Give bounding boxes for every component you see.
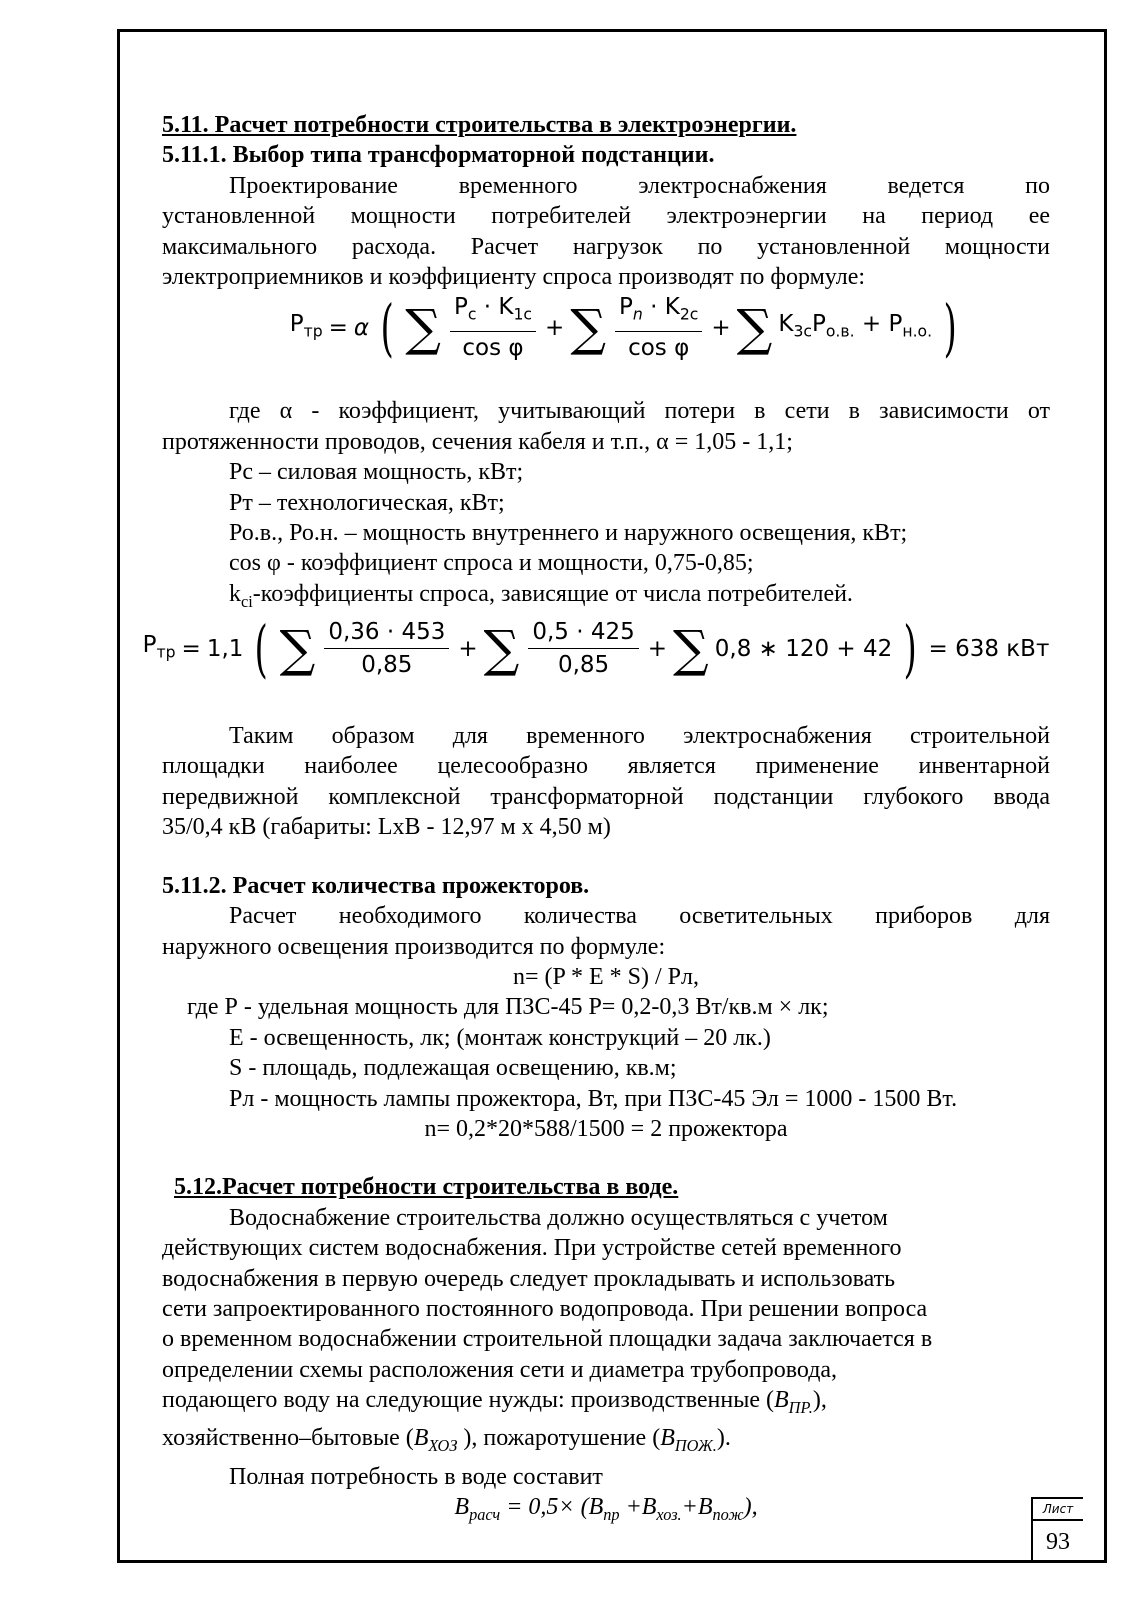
paragraph-line: Расчет необходимого количества осветительных приборов для	[229, 903, 1050, 930]
sheet-number-box	[1031, 1497, 1083, 1563]
paragraph-line: действующих систем водоснабжения. При устройстве сетей временного	[162, 1235, 902, 1262]
paragraph-line: сети запроектированного постоянного водопровода. При решении вопроса	[162, 1295, 928, 1322]
fraction-term-2: $\frac{0,5 \cdot 425}{0,85}$	[528, 617, 638, 680]
paragraph-line: водоснабжения в первую очередь следует прокладывать и использовать	[162, 1265, 896, 1292]
paragraph-line: площадки наиболее целесообразно является применение инвентарной	[162, 753, 1050, 780]
paragraph-line: подающего воду на следующие нужды: производственные $(В_{ПР.})$,	[162, 1387, 827, 1417]
formula-lparen: (	[254, 611, 269, 685]
formula-result: = 638 кВт	[928, 635, 1050, 662]
formula-term-3: 0,8 ∗ 120 + 42	[714, 635, 893, 662]
paragraph-line: 35/0,4 кВ (габариты: LxB - 12,97 м х 4,50 м)	[162, 814, 611, 841]
definition-line: Ро.в., Ро.н. – мощность внутреннего и наружного освещения, кВт;	[229, 520, 908, 547]
plus-sign: +	[711, 314, 731, 341]
definition-line: S - площадь, подлежащая освещению, кв.м;	[229, 1055, 677, 1082]
paragraph-line: установленной мощности потребителей электроэнергии на период ее	[162, 203, 1050, 230]
paragraph-line: Таким образом для временного электроснабжения строительной	[229, 723, 1050, 750]
formula-lparen: (	[380, 290, 394, 364]
plus-sign: +	[458, 635, 478, 662]
sum-sign: ∑	[673, 619, 709, 678]
definition-line: где Р - удельная мощность для ПЗС-45 Р= 0,2-0,3 Вт/кв.м × лк;	[187, 994, 829, 1021]
paragraph-line: о временном водоснабжении строительной площадки задача заключается в	[162, 1326, 933, 1353]
formula-lhs: $P_{тр}$	[289, 310, 323, 341]
sheet-label: Лист	[1033, 1499, 1083, 1521]
paragraph-line: где α - коэффициент, учитывающий потери в сети в зависимости от	[229, 398, 1050, 425]
paragraph-line: протяженности проводов, сечения кабеля и т.п., α = 1,05 - 1,1;	[162, 428, 793, 455]
paragraph-line: максимального расхода. Расчет нагрузок по установленной мощности	[162, 233, 1050, 260]
sum-sign: ∑	[570, 298, 607, 357]
paragraph-line: хозяйственно–бытовые ($В_{ХОЗ}$ ), пожаротушение $(В_{ПОЖ.})$.	[162, 1425, 731, 1456]
subsection-title-5-11-1: 5.11.1. Выбор типа трансформаторной подстанции.	[162, 142, 715, 169]
formula-alpha: α	[353, 314, 370, 341]
definition-line: Рт – технологическая, кВт;	[229, 489, 505, 516]
formula-eq: =	[181, 635, 201, 662]
fraction-term-1: $\frac{P_с \cdot K_{1с}}{\text{cos φ}}$	[450, 292, 536, 363]
paragraph-line: передвижной комплексной трансформаторной подстанции глубокого ввода	[162, 783, 1050, 810]
definition-line: Рс – силовая мощность, кВт;	[229, 459, 524, 486]
section-title-5-11: 5.11. Расчет потребности строительства в электроэнергии.	[162, 112, 797, 138]
formula-power-demand	[162, 292, 1050, 364]
formula-eq: =	[328, 314, 348, 341]
paragraph-line: Проектирование временного электроснабжения ведется по	[229, 172, 1050, 199]
paragraph-line: наружного освещения производится по формуле:	[162, 933, 666, 960]
paragraph-line: электроприемников и коэффициенту спроса производят по формуле:	[162, 264, 866, 291]
plus-sign: +	[647, 635, 668, 662]
paragraph-line: Водоснабжение строительства должно осуществляться с учетом	[229, 1204, 888, 1231]
formula-lhs: $P_{тр}$	[142, 631, 176, 662]
sum-sign: ∑	[483, 619, 520, 678]
definition-line: Е - освещенность, лк; (монтаж конструкций – 20 лк.)	[229, 1024, 771, 1051]
formula-projectors-result: n= 0,2*20*588/1500 = 2 прожектора	[424, 1115, 788, 1142]
formula-coefficient: 1,1	[206, 635, 244, 662]
sheet-number: 93	[1046, 1529, 1070, 1555]
plus-sign: +	[545, 314, 565, 341]
paragraph-line: Полная потребность в воде составит	[229, 1463, 603, 1490]
formula-term-3: $K_{3с}P_{о.в.} + P_{н.о.}$	[778, 310, 933, 341]
formula-power-calculation	[142, 611, 1050, 689]
sum-sign: ∑	[279, 619, 316, 678]
fraction-term-1: $\frac{0,36 \cdot 453}{0,85}$	[324, 617, 449, 680]
definition-line: $k_{ci}$-коэффициенты спроса, зависящие от числа потребителей.	[229, 580, 853, 611]
definition-line: cos φ - коэффициент спроса и мощности, 0,75-0,85;	[229, 550, 754, 577]
fraction-term-2: $\frac{P_n \cdot K_{2с}}{\text{cos φ}}$	[615, 292, 702, 363]
definition-line: Рл - мощность лампы прожектора, Вт, при ПЗС-45 Эл = 1000 - 1500 Вт.	[229, 1085, 958, 1112]
formula-rparen: )	[903, 611, 918, 685]
sum-sign: ∑	[736, 298, 773, 357]
section-title-5-12: 5.12.Расчет потребности строительства в воде.	[174, 1174, 679, 1201]
formula-projectors: n= (P * E * S) / Рл,	[513, 963, 699, 990]
document-body	[142, 110, 1050, 1530]
sum-sign: ∑	[405, 298, 441, 357]
formula-rparen: )	[943, 290, 957, 364]
subsection-title-5-11-2: 5.11.2. Расчет количества прожекторов.	[162, 872, 590, 899]
formula-water-demand: $В_{расч} = 0,5\times (В_{пр} +В_{хоз.}+В_{пож})$,	[454, 1494, 758, 1524]
paragraph-line: определении схемы расположения сети и диаметра трубопровода,	[162, 1356, 838, 1383]
